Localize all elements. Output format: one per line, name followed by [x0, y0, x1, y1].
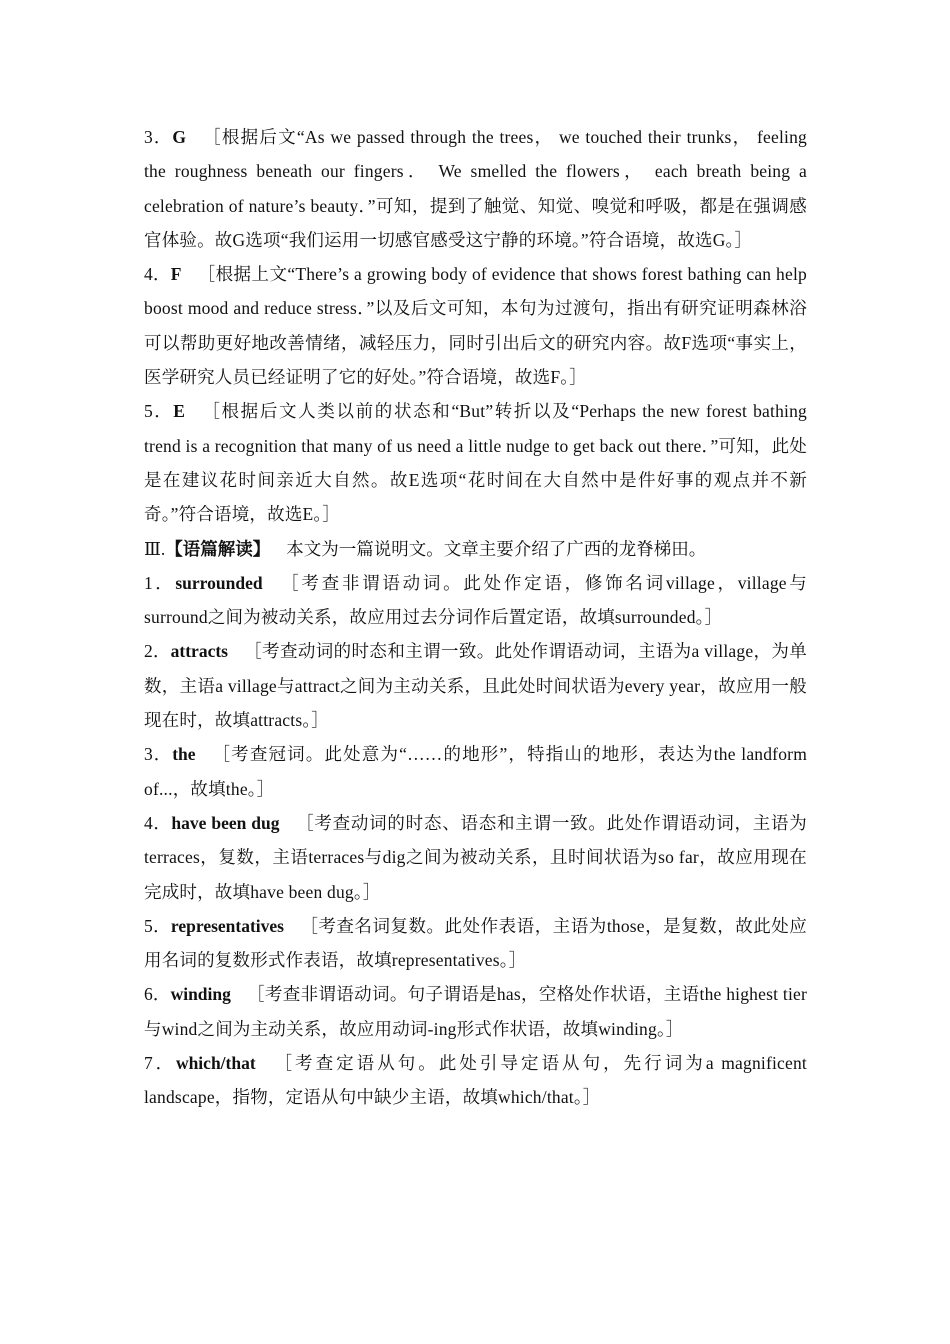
item-number: 3．	[144, 744, 173, 765]
part3-item-2	[144, 634, 807, 737]
part3-item-6	[144, 977, 807, 1046]
item-number: 7．	[144, 1053, 176, 1074]
item-number: 4．	[144, 264, 171, 285]
item-answer: have been dug	[171, 812, 280, 833]
item-answer: F	[170, 264, 182, 285]
part3-item-7	[144, 1046, 807, 1115]
item-explanation: ［考查非谓语动词。此处作定语，修饰名词village，village与surround之间为被动关系，故应用过去分词作后置定语，故填surrounded。］	[144, 572, 807, 628]
part3-item-4	[144, 806, 807, 909]
item-number: 6．	[144, 984, 171, 1005]
item-number: 5．	[144, 915, 171, 936]
part2-item-4	[144, 257, 807, 394]
item-answer: attracts	[170, 641, 228, 662]
item-answer: the	[172, 744, 196, 765]
item-explanation: ［考查定语从句。此处引导定语从句，先行词为a magnificent landscape，指物，定语从句中缺少主语，故填which/that。］	[144, 1053, 807, 1108]
section-summary: 本文为一篇说明文。文章主要介绍了广西的龙脊梯田。	[286, 538, 707, 559]
item-answer: winding	[170, 984, 231, 1005]
item-explanation: ［考查动词的时态、语态和主谓一致。此处作谓语动词，主语为terraces，复数，主语terraces与dig之间为被动关系，且时间状语为so far，故应用现在完成时，故填have been dug。］	[144, 812, 807, 902]
item-answer: G	[172, 127, 187, 147]
item-number: 3．	[144, 127, 173, 147]
part3-item-5	[144, 909, 807, 978]
item-explanation: ［考查动词的时态和主谓一致。此处作谓语动词，主语为a village，为单数，主语a village与attract之间为主动关系，且此处时间状语为every year，故应用一般现在时，故填attracts。］	[144, 641, 807, 731]
part2-item-3	[144, 120, 807, 257]
item-explanation: ［根据上文“There’s a growing body of evidence that shows forest bathing can help boost mood and reduce stress．”以及后文可知，本句为过渡句，指出有研究证明森林浴可以帮助更好地改善情绪，减轻压力，同时引出后文的研究内容。故F选项“事实上，医学研究人员已经证明了它的好处。”符合语境，故选F。］	[144, 264, 807, 388]
item-number: 5．	[144, 401, 174, 422]
item-explanation: ［根据后文人类以前的状态和“But”转折以及“Perhaps the new forest bathing trend is a recognition that many of us need a little nudge to get back out there．”可知，此处是在建议花时间亲近大自然。故E选项“花时间在大自然中是件好事的观点并不新奇。”符合语境，故选E。］	[144, 401, 808, 525]
item-explanation: ［考查非谓语动词。句子谓语是has，空格处作状语，主语the highest tier与wind之间为主动关系，故应用动词-ing形式作状语，故填winding。］	[144, 984, 808, 1039]
item-answer: E	[173, 401, 185, 422]
item-answer: surrounded	[175, 572, 263, 593]
section-tag: 【语篇解读】	[165, 538, 271, 559]
part2-item-5	[144, 394, 807, 531]
part3-item-3	[144, 737, 807, 806]
item-number: 4．	[144, 812, 172, 833]
section-number: Ⅲ.	[144, 538, 166, 559]
part3-heading	[144, 532, 807, 566]
answer-key-page	[144, 120, 807, 1115]
item-number: 1．	[144, 572, 176, 593]
item-explanation: ［考查名词复数。此处作表语，主语为those，是复数，故此处应用名词的复数形式作表语，故填representatives。］	[144, 915, 808, 971]
item-number: 2．	[144, 641, 171, 662]
item-explanation: ［考查冠词。此处意为“……的地形”，特指山的地形，表达为the landform of...，故填the。］	[144, 744, 808, 799]
item-answer: which/that	[175, 1053, 256, 1074]
item-explanation: ［根据后文“As we passed through the trees， we touched their trunks， feeling the roughness beneath our fingers． We smelled the flowers， each breath being a celebration of nature’s beauty．”可知，提到了触觉、知觉、嗅觉和呼吸，都是在强调感官体验。故G选项“我们运用一切感官感受这宁静的环境。”符合语境，故选G。］	[144, 127, 807, 250]
part3-item-1	[144, 566, 807, 635]
item-answer: representatives	[170, 915, 284, 936]
